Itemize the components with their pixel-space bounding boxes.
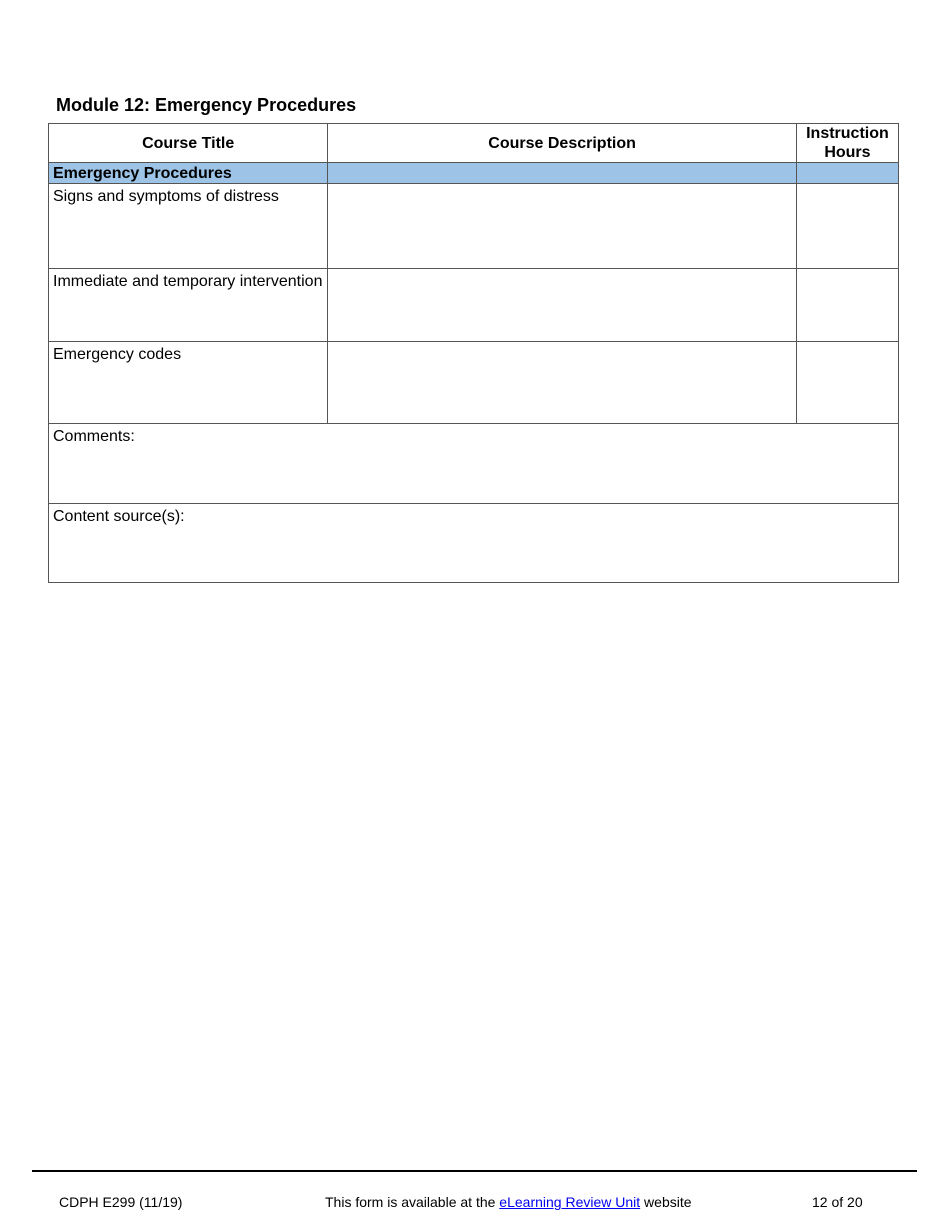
course-description-cell[interactable] <box>328 342 797 424</box>
section-label: Emergency Procedures <box>49 163 328 184</box>
section-row <box>49 163 899 184</box>
table-row <box>49 184 899 269</box>
comments-field[interactable] <box>49 424 899 504</box>
course-title-cell: Signs and symptoms of distress <box>49 184 328 269</box>
content-sources-label: Content source(s): <box>53 508 185 525</box>
comments-row <box>49 424 899 504</box>
instruction-hours-cell[interactable] <box>796 342 898 424</box>
module-heading: Module 12: Emergency Procedures <box>56 95 357 115</box>
table-header-row <box>49 124 899 163</box>
course-table <box>48 123 899 583</box>
course-title-cell: Emergency codes <box>49 342 328 424</box>
section-hours-cell <box>796 163 898 184</box>
course-description-cell[interactable] <box>328 269 797 342</box>
availability-suffix: website <box>644 1194 692 1210</box>
form-id: CDPH E299 (11/19) <box>59 1194 183 1210</box>
instruction-hours-header <box>796 124 898 163</box>
instruction-hours-header-line1: Instruction <box>806 125 889 142</box>
table-row <box>49 269 899 342</box>
course-description-cell[interactable] <box>328 184 797 269</box>
availability-prefix: This form is available at the <box>325 1194 496 1210</box>
comments-label: Comments: <box>53 428 135 445</box>
page-number: 12 of 20 <box>812 1194 863 1210</box>
instruction-hours-cell[interactable] <box>796 184 898 269</box>
instruction-hours-header-line2: Hours <box>824 144 871 161</box>
availability-note <box>325 1194 692 1211</box>
course-description-header: Course Description <box>328 124 797 163</box>
footer-divider <box>32 1170 917 1172</box>
elearning-review-unit-link[interactable]: eLearning Review Unit <box>499 1194 641 1210</box>
course-title-header: Course Title <box>49 124 328 163</box>
instruction-hours-cell[interactable] <box>796 269 898 342</box>
table-row <box>49 342 899 424</box>
course-title-cell: Immediate and temporary intervention <box>49 269 328 342</box>
section-description-cell <box>328 163 797 184</box>
content-sources-row <box>49 504 899 583</box>
content-sources-field[interactable] <box>49 504 899 583</box>
